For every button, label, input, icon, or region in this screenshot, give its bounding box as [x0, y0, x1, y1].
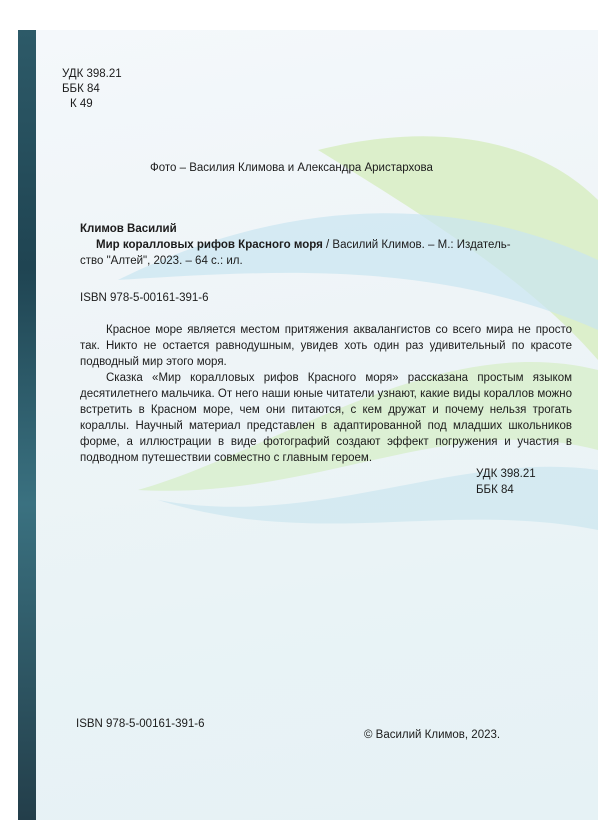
udk-annotation: УДК 398.21	[476, 468, 536, 480]
bib-line1	[96, 237, 511, 253]
annotation-paragraph-2: Сказка «Мир коралловых рифов Красного моря» рассказана простым языком десятилетнего мальчика. От него наши юные читатели узнают, какие виды кораллов можно встретить в Красном море, чем они питаются, с кем дружат и почему нельзя трогать кораллы. Научный материал представлен в адаптированной под младших школьников форме, а иллюстрации в виде фотографий создают эффект погружения и участия в подводном путешествии совместно с главным героем.	[80, 372, 572, 464]
bib-title: Мир коралловых рифов Красного моря	[96, 239, 323, 251]
copyright: © Василий Климов, 2023.	[364, 729, 501, 741]
bib-line1-rest: / Василий Климов. – М.: Издатель-	[322, 239, 511, 251]
bib-author: Климов Василий	[80, 223, 177, 235]
book-page	[18, 30, 598, 820]
annotation-paragraph-1: Красное море является местом притяжения аквалангистов со всего мира не просто так. Никто не остается равнодушным, увидев хоть один раз удивительный по красоте подводный мир этого моря.	[80, 324, 572, 368]
bib-isbn: ISBN 978-5-00161-391-6	[80, 292, 209, 304]
footer-isbn: ISBN 978-5-00161-391-6	[76, 718, 205, 730]
bbk-annotation: ББК 84	[476, 484, 514, 496]
author-mark: К 49	[70, 98, 93, 110]
bbk-top: ББК 84	[62, 83, 100, 95]
udk-top: УДК 398.21	[62, 68, 122, 80]
bib-line2: ство "Алтей", 2023. – 64 с.: ил.	[80, 255, 243, 267]
photo-credit: Фото – Василия Климова и Александра Аристархова	[150, 162, 433, 174]
